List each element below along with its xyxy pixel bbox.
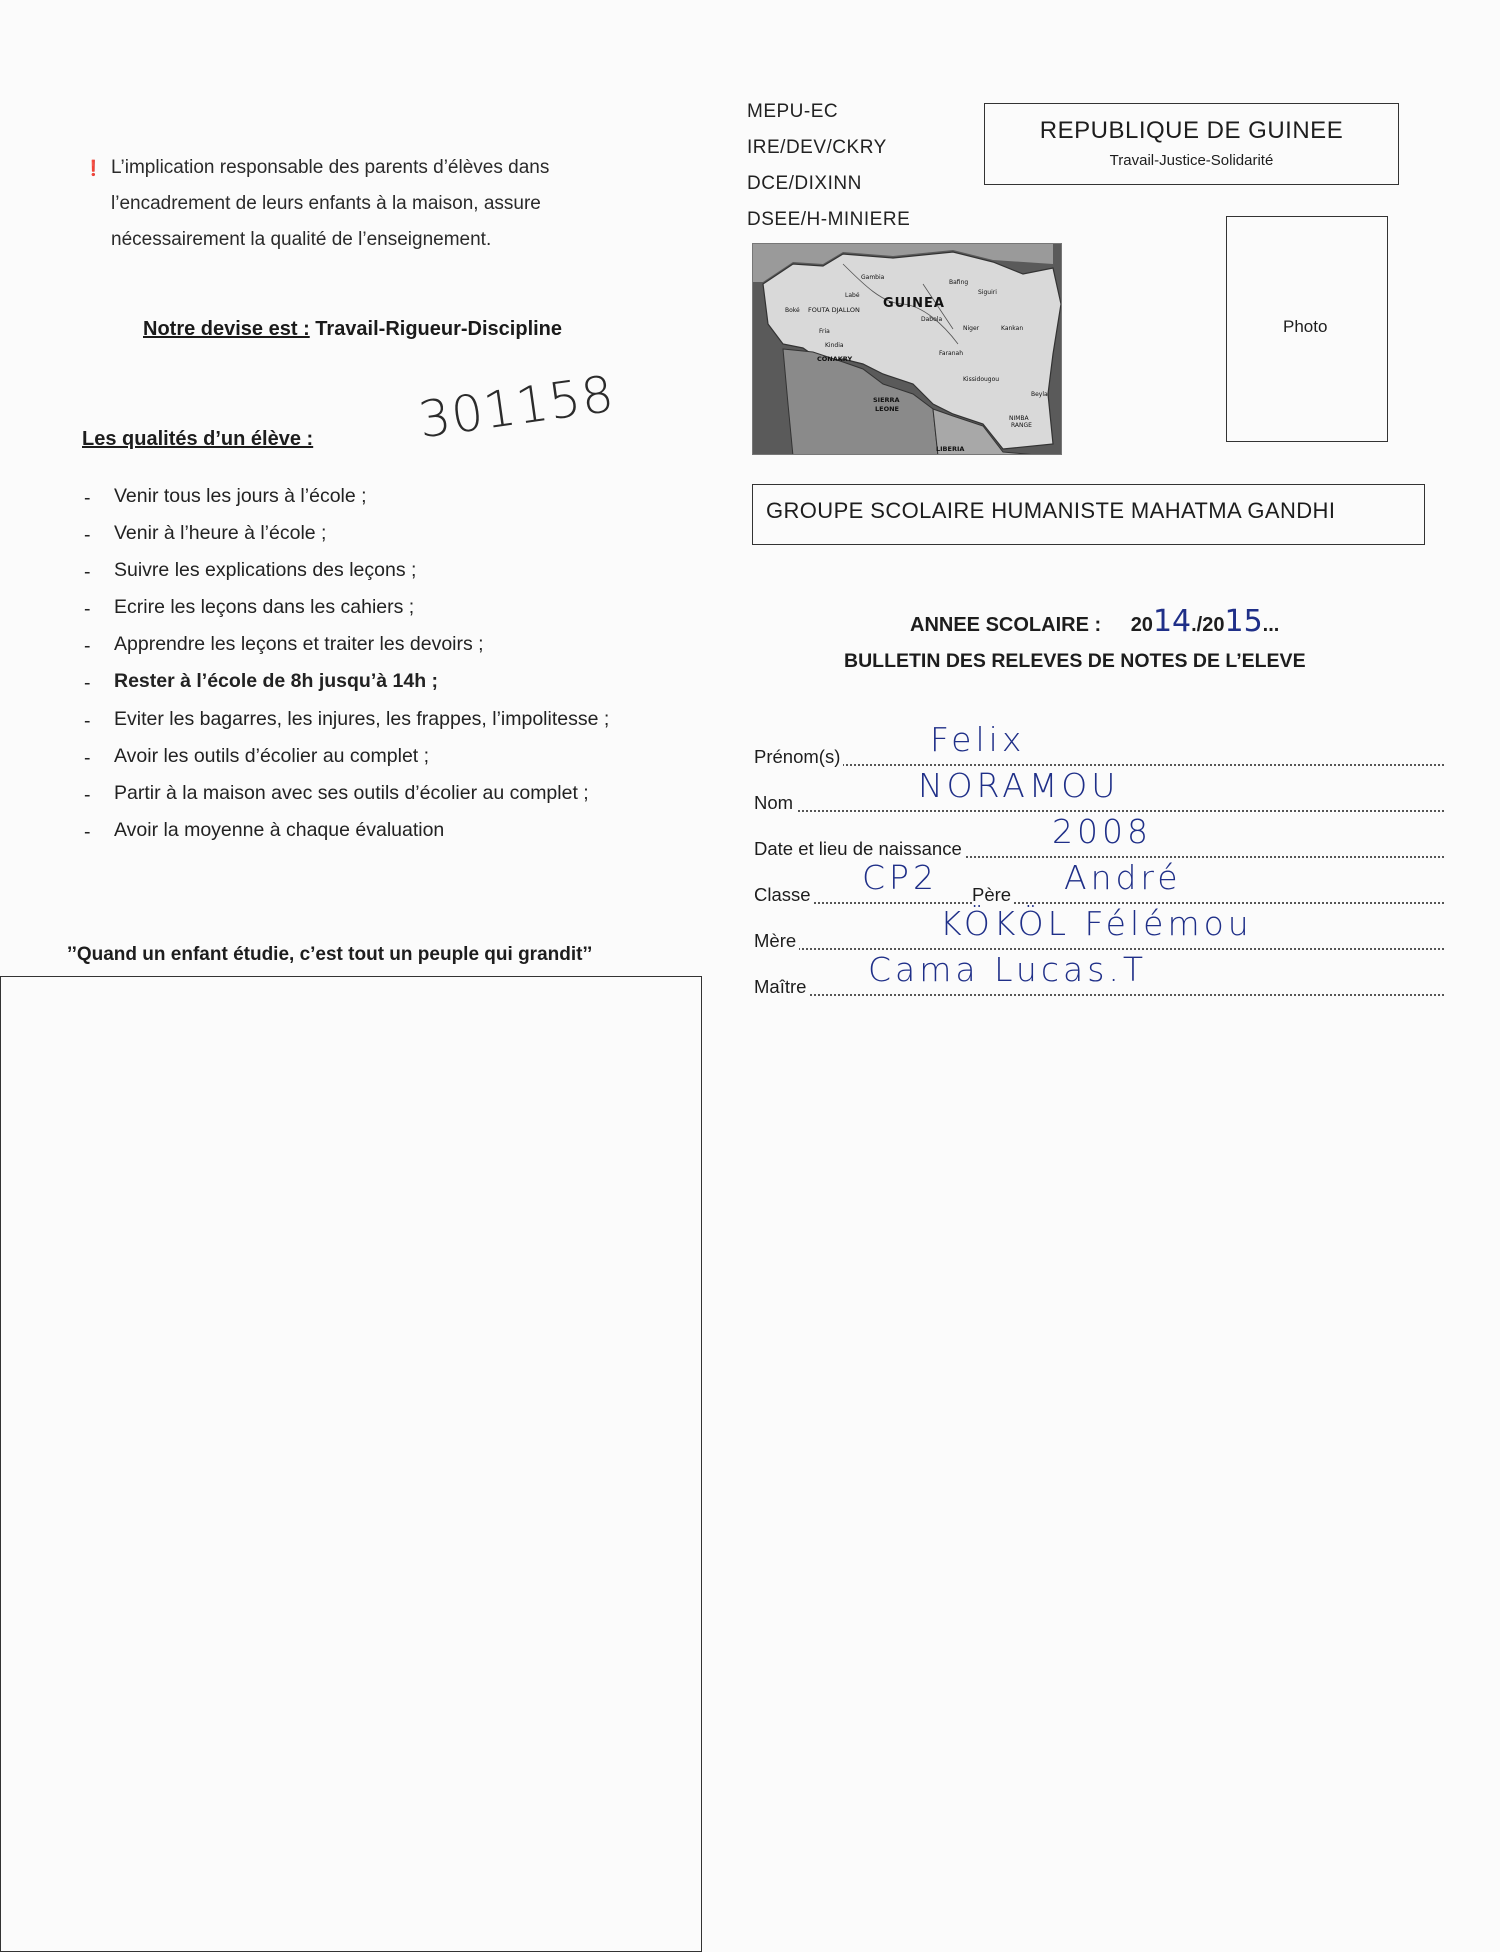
field-label: Mère [754, 930, 799, 952]
map-label-labe: Labé [845, 292, 860, 299]
map-label-kissidougou: Kissidougou [963, 376, 1000, 383]
admin-line-2: IRE/DEV/CKRY [747, 137, 887, 158]
motto-label: Notre devise est : [143, 318, 310, 340]
field-label: Classe [754, 884, 814, 906]
map-label-bafing: Bafing [949, 279, 969, 286]
map-label-fouta: FOUTA DJALLON [808, 306, 860, 314]
republic-title: REPUBLIQUE DE GUINEE [1039, 117, 1344, 144]
map-label-dabola: Dabola [921, 316, 943, 323]
map-label-country: GUINEA [883, 296, 945, 311]
year-prefix: 20 [1130, 614, 1153, 636]
maitre-value: Cama Lucas.T [868, 950, 1148, 989]
map-label-range: RANGE [1011, 422, 1032, 429]
admin-line-3: DCE/DIXINN [747, 173, 862, 194]
field-label: Nom [754, 792, 796, 814]
intro-line-1: L’implication responsable des parents d’élèves dans [111, 157, 550, 178]
nom-value: NORAMOU [918, 766, 1120, 805]
admin-line-4: DSEE/H-MINIERE [747, 209, 911, 230]
map-label-nimba: NIMBA [1009, 415, 1029, 422]
map-label-siguiri: Siguiri [978, 289, 997, 296]
right-panel [0, 976, 702, 1952]
map-label-niger: Niger [963, 325, 980, 332]
school-year [910, 604, 1279, 639]
map-label-fria: Fria [819, 328, 830, 335]
quote: ’’Quand un enfant étudie, c’est tout un peuple qui grandit’’ [67, 944, 593, 965]
bulletin-title: BULLETIN DES RELEVES DE NOTES DE L’ELEVE [844, 650, 1306, 672]
map-label-liberia: LIBERIA [936, 445, 965, 453]
year-label: ANNEE SCOLAIRE : [910, 614, 1102, 636]
year-end-value: 15 [1224, 604, 1263, 639]
field-label: Prénom(s) [754, 746, 843, 768]
naissance-value: 2008 [1052, 812, 1152, 851]
map-label-boke: Boké [785, 307, 800, 314]
school-name: GROUPE SCOLAIRE HUMANISTE MAHATMA GANDHI [766, 498, 1336, 523]
field-label: Père [972, 884, 1014, 906]
republic-box [984, 103, 1399, 185]
map-label-leone: LEONE [875, 405, 899, 413]
motto [143, 318, 562, 341]
mere-value: KÖKÖL Félémou [940, 904, 1253, 943]
pere-value: André [1064, 858, 1182, 897]
intro-line-2: l’encadrement de leurs enfants à la maison, assure [111, 193, 541, 214]
map-svg [753, 244, 1062, 455]
field-label: Maître [754, 976, 809, 998]
classe-value: CP2 [862, 858, 938, 897]
map-label-beyla: Beyla [1031, 391, 1048, 398]
prenom-value: Felix [930, 720, 1026, 759]
photo-label: Photo [1283, 317, 1328, 336]
photo-box [1226, 216, 1388, 442]
admin-line-1: MEPU-EC [747, 101, 839, 122]
qualities-title: Les qualités d’un élève : [82, 428, 314, 450]
map-label-conakry: CONAKRY [817, 355, 853, 363]
republic-motto: Travail-Justice-Solidarité [1109, 152, 1274, 169]
diamond-bullet-icon: ❗ [84, 160, 103, 177]
year-start-value: 14 [1152, 604, 1192, 639]
handwritten-number: 301158 [414, 364, 618, 450]
year-dots: ... [1262, 614, 1280, 636]
year-separator: ./20 [1191, 614, 1225, 636]
motto-value: Travail-Rigueur-Discipline [309, 318, 563, 340]
school-box [752, 484, 1425, 545]
intro-line-3: nécessairement la qualité de l’enseignement. [111, 229, 492, 250]
field-label: Date et lieu de naissance [754, 838, 965, 860]
map-label-sierra: SIERRA [873, 396, 900, 404]
map-label-kindia: Kindia [825, 342, 844, 349]
map-label-faranah: Faranah [939, 350, 964, 357]
field-prenom [754, 738, 1444, 768]
guinea-map [752, 243, 1062, 455]
map-label-kankan: Kankan [1001, 325, 1024, 332]
map-label-gambia: Gambia [861, 274, 885, 281]
